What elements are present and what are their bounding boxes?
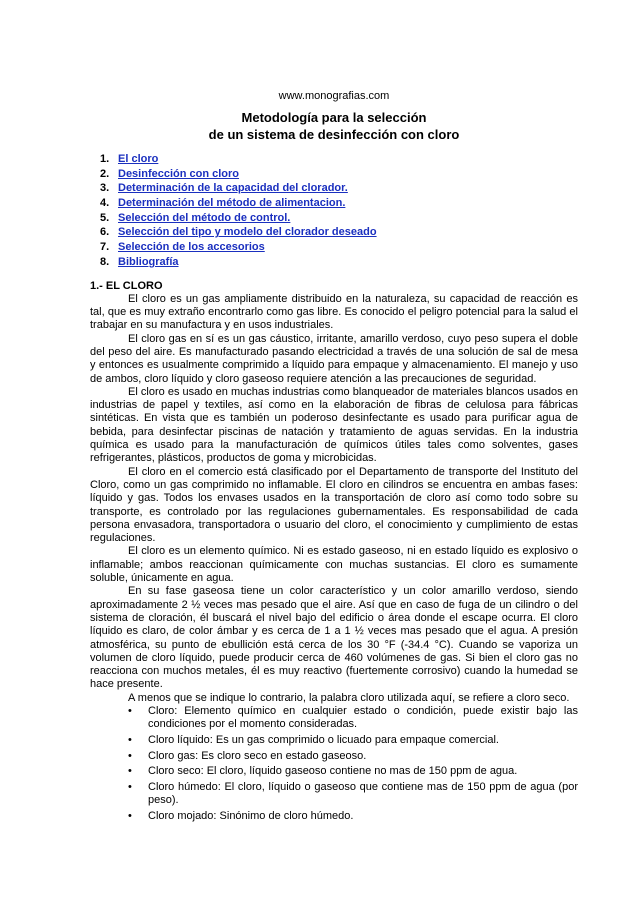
toc-number: 6. xyxy=(100,226,110,239)
bullet-icon: • xyxy=(128,705,132,717)
toc-number: 7. xyxy=(100,241,110,254)
toc-number: 3. xyxy=(100,182,110,195)
toc-item xyxy=(90,167,578,182)
toc-item xyxy=(90,255,578,270)
table-of-contents xyxy=(90,152,578,270)
definition-text: Cloro líquido: Es un gas comprimido o licuado para empaque comercial. xyxy=(148,733,499,746)
document-page xyxy=(90,0,578,826)
paragraph: El cloro es un gas ampliamente distribuido en la naturaleza, su capacidad de reacción es tal, que es muy extraño encontrarlo como gas libre. Es conocido el peligro potencial para la salud el trabajar en su manufactura y en usos industriales. xyxy=(90,292,578,332)
toc-number: 1. xyxy=(100,153,110,165)
bullet-icon: • xyxy=(128,733,132,746)
bullet-icon: • xyxy=(128,810,132,823)
list-item xyxy=(90,734,578,747)
site-url: www.monografias.com xyxy=(278,90,390,102)
toc-item xyxy=(90,240,578,255)
toc-link-el-cloro[interactable]: El cloro xyxy=(118,153,159,165)
paragraph: El cloro es un elemento químico. Ni es estado gaseoso, ni en estado líquido es explosivo o inflamable; ambos reaccionan químicamente con muchas sustancias. El cloro es sumamente soluble, únicamente en agua. xyxy=(90,545,578,585)
list-item xyxy=(90,705,578,732)
list-item xyxy=(90,781,578,808)
toc-number: 4. xyxy=(100,197,110,210)
toc-link-bibliografia[interactable]: Bibliografía xyxy=(118,255,179,268)
paragraph: El cloro en el comercio está clasificado por el Departamento de transporte del Instituto del Cloro, como un gas comprimido no inflamable. El cloro en cilindros se encuentra en ambas fases: líquido y gas. Todos los envases usados en la transportación de cloro así como todo sobre su transporte, es controlado por las regulaciones gubernamentales. Es responsabilidad de cada persona envasadora, transportadora o usuario del cloro, el conocimiento y cumplimiento de estas regulaciones. xyxy=(90,465,578,545)
toc-item xyxy=(90,225,578,240)
toc-number: 2. xyxy=(100,167,110,180)
toc-item xyxy=(90,152,578,167)
toc-number: 5. xyxy=(100,211,110,224)
list-item xyxy=(90,765,578,778)
toc-link-control[interactable]: Selección del método de control. xyxy=(118,211,291,224)
paragraph: A menos que se indique lo contrario, la palabra cloro utilizada aquí, se refiere a cloro seco. xyxy=(128,691,570,704)
bullet-icon: • xyxy=(128,781,132,794)
definition-text: Cloro: Elemento químico en cualquier estado o condición, puede existir bajo las condiciones por el momento consideradas. xyxy=(148,705,578,731)
definition-text: Cloro húmedo: El cloro, líquido o gaseoso que contiene mas de 150 ppm de agua (por peso). xyxy=(148,781,578,807)
bullet-icon: • xyxy=(128,749,132,762)
paragraph: El cloro gas en sí es un gas cáustico, irritante, amarillo verdoso, cuyo peso supera el doble del peso del aire. Es manufacturado pasando electricidad a través de una solución de sal de mesa y entonces es usualmente comprimido a líquido para empaque y almacenamiento. El manejo y uso de ambos, cloro líquido y cloro gaseoso requiere atención a las precauciones de seguridad. xyxy=(90,332,578,385)
section-heading: 1.- EL CLORO xyxy=(90,279,163,292)
toc-item xyxy=(90,211,578,226)
title-line-2: de un sistema de desinfección con cloro xyxy=(208,127,460,142)
paragraph: El cloro es usado en muchas industrias como blanqueador de materiales blancos usados en industrias de papel y textiles, así como en la elaboración de fibras de celulosa para fábricas sintéticas. En vista que es también un poderoso desinfectante es usado para purificar agua de bebida, para desinfectar piscinas de natación y tratamiento de aguas servidas. En la industria química es usado para la manufacturación de químicos útiles tales como solventes, gases refrigerantes, plásticos, productos de goma y microbicidas. xyxy=(90,385,578,465)
toc-link-accesorios[interactable]: Selección de los accesorios xyxy=(118,241,265,254)
paragraph: En su fase gaseosa tiene un color característico y un color amarillo verdoso, siendo aproximadamente 2 ½ veces mas pesado que el aire. Así que en caso de fuga de un cilindro o del sistema de cloración, él buscará el nivel bajo del edificio o área donde el escape ocurra. El cloro líquido es claro, de color ámbar y es cerca de 1 a 1 ½ veces mas pesado que el agua. A presión atmosférica, su punto de ebullición está cerca de los 30 °F (-34.4 °C). Cuando se vaporiza un volumen de cloro líquido, puede producir cerca de 460 volúmenes de gas. Si bien el cloro gas no reacciona con muchos metales, él es muy reactivo (fuertemente corrosivo) cuando la humedad se hace presente. xyxy=(90,585,578,691)
toc-link-capacidad[interactable]: Determinación de la capacidad del clorador. xyxy=(118,182,348,195)
toc-number: 8. xyxy=(100,255,110,268)
title-line-1: Metodología para la selección xyxy=(241,110,427,125)
list-item xyxy=(90,810,578,823)
list-item xyxy=(90,750,578,763)
document-title xyxy=(90,109,578,143)
toc-item xyxy=(90,181,578,196)
toc-item xyxy=(90,196,578,211)
toc-link-tipo-modelo[interactable]: Selección del tipo y modelo del clorador deseado xyxy=(118,226,377,239)
definition-text: Cloro mojado: Sinónimo de cloro húmedo. xyxy=(148,810,354,823)
toc-link-desinfeccion[interactable]: Desinfección con cloro xyxy=(118,167,240,180)
definitions-list xyxy=(90,705,578,823)
toc-link-alimentacion[interactable]: Determinación del método de alimentacion. xyxy=(118,197,346,210)
bullet-icon: • xyxy=(128,765,132,778)
definition-text: Cloro gas: Es cloro seco en estado gaseoso. xyxy=(148,749,367,762)
definition-text: Cloro seco: El cloro, líquido gaseoso contiene no mas de 150 ppm de agua. xyxy=(148,765,518,778)
